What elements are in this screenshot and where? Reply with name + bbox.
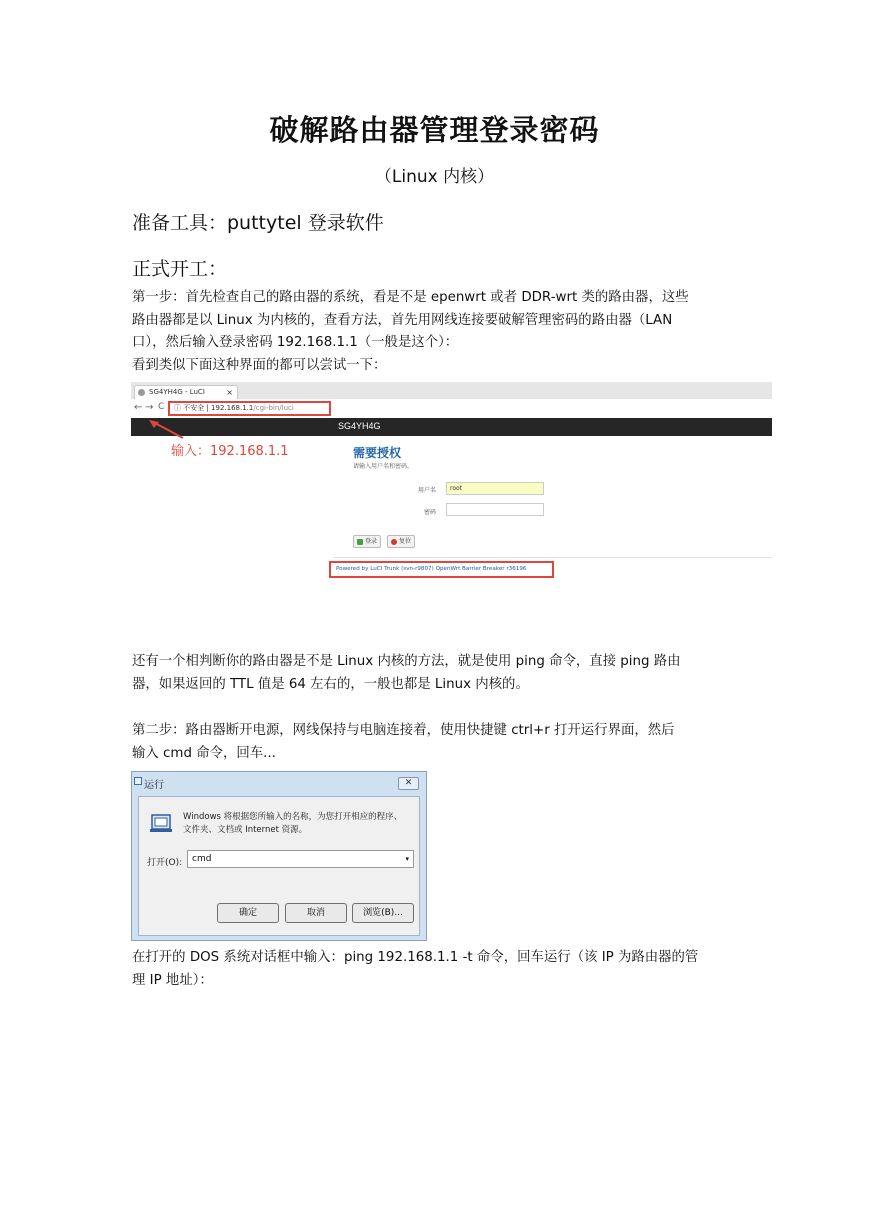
step3-paragraph xyxy=(132,947,742,992)
text-line: 第一步：首先检查自己的路由器的系统，看是不是 epenwrt 或者 DDR-wrt 类的路由器，这些 xyxy=(132,290,689,305)
browser-tab-bar xyxy=(131,382,772,399)
run-dialog-body xyxy=(138,796,420,936)
tools-heading: 准备工具：puttytel 登录软件 xyxy=(132,212,384,234)
text-line: Windows 将根据您所输入的名称，为您打开相应的程序、 xyxy=(183,812,403,822)
chevron-down-icon[interactable]: ▾ xyxy=(405,855,409,863)
paragraph2 xyxy=(132,651,742,696)
page-title: 破解路由器管理登录密码 xyxy=(269,113,600,147)
luci-header-bar xyxy=(131,418,772,436)
powered-by-footer: Powered by LuCI Trunk (svn-r9807) OpenWrt Barrier Breaker r36196 xyxy=(329,561,554,578)
step2-paragraph xyxy=(132,720,742,765)
text-line: 口），然后输入登录密码 192.168.1.1（一般是这个）： xyxy=(132,335,459,350)
open-input[interactable] xyxy=(187,850,414,868)
forward-icon[interactable]: → xyxy=(145,402,154,413)
close-icon[interactable]: ✕ xyxy=(398,777,419,790)
browse-button[interactable]: 浏览(B)... xyxy=(352,903,414,923)
text-line: 还有一个相判断你的路由器是不是 Linux 内核的方法，就是使用 ping 命令，直接 ping 路由 xyxy=(132,654,681,669)
text-line: 看到类似下面这种界面的都可以尝试一下： xyxy=(132,357,387,373)
text-line: 理 IP 地址）： xyxy=(132,972,213,988)
cancel-button[interactable]: 取消 xyxy=(285,903,347,923)
username-field[interactable]: root xyxy=(446,482,544,495)
red-arrow-icon xyxy=(147,419,187,441)
step1-paragraph xyxy=(132,287,742,377)
run-dialog-screenshot xyxy=(131,771,427,941)
password-field[interactable] xyxy=(446,503,544,516)
auth-title: 需要授权 xyxy=(353,446,402,460)
ip-annotation: 输入：192.168.1.1 xyxy=(171,444,289,459)
page-subtitle: （Linux 内核） xyxy=(374,167,495,187)
text-line: 文件夹、文档或 Internet 资源。 xyxy=(183,825,308,835)
security-indicator: ⓘ 不安全 | xyxy=(174,404,209,412)
divider xyxy=(333,557,772,558)
browser-tab[interactable] xyxy=(134,385,238,399)
run-program-icon xyxy=(149,813,173,833)
run-icon xyxy=(134,777,142,785)
text-line: 路由器都是以 Linux 为内核的，查看方法，首先用网线连接要破解管理密码的路由器（LAN xyxy=(132,312,673,328)
url-host: 192.168.1.1 xyxy=(211,404,254,412)
username-label: 用户名 xyxy=(418,487,437,494)
login-icon xyxy=(357,539,363,545)
text-line: 第二步：路由器断开电源，网线保持与电脑连接着，使用快捷键 ctrl+r 打开运行界面，然后 xyxy=(132,723,675,738)
login-button-label: 登录 xyxy=(365,538,378,545)
address-bar[interactable] xyxy=(168,401,331,416)
open-label: 打开(O): xyxy=(147,858,183,868)
login-button[interactable] xyxy=(353,535,381,548)
open-input-value: cmd xyxy=(192,854,212,864)
reset-button[interactable] xyxy=(387,535,415,548)
run-dialog-description xyxy=(183,811,411,837)
password-label: 密码 xyxy=(424,509,437,516)
reload-icon[interactable]: C xyxy=(158,402,165,412)
tab-title: SG4YH4G - LuCI xyxy=(149,388,205,396)
luci-login-screenshot xyxy=(131,382,772,588)
text-line: 在打开的 DOS 系统对话框中输入：ping 192.168.1.1 -t 命令，回车运行（该 IP 为路由器的管 xyxy=(132,950,699,965)
reset-icon xyxy=(391,539,397,545)
favicon-icon xyxy=(138,389,145,396)
ok-button[interactable]: 确定 xyxy=(217,903,279,923)
back-icon[interactable]: ← xyxy=(134,402,143,413)
auth-subtitle: 请输入用户名和密码。 xyxy=(353,463,414,470)
start-heading: 正式开工： xyxy=(132,258,228,280)
url-path: /cgi-bin/luci xyxy=(253,404,294,412)
run-dialog-title: 运行 xyxy=(144,780,164,791)
tab-close-icon[interactable]: × xyxy=(226,388,233,397)
router-brand: SG4YH4G xyxy=(338,421,381,431)
reset-button-label: 复位 xyxy=(399,538,412,545)
text-line: 输入 cmd 命令，回车... xyxy=(132,745,276,761)
text-line: 器，如果返回的 TTL 值是 64 左右的，一般也都是 Linux 内核的。 xyxy=(132,676,529,692)
browser-nav-bar xyxy=(131,399,772,419)
